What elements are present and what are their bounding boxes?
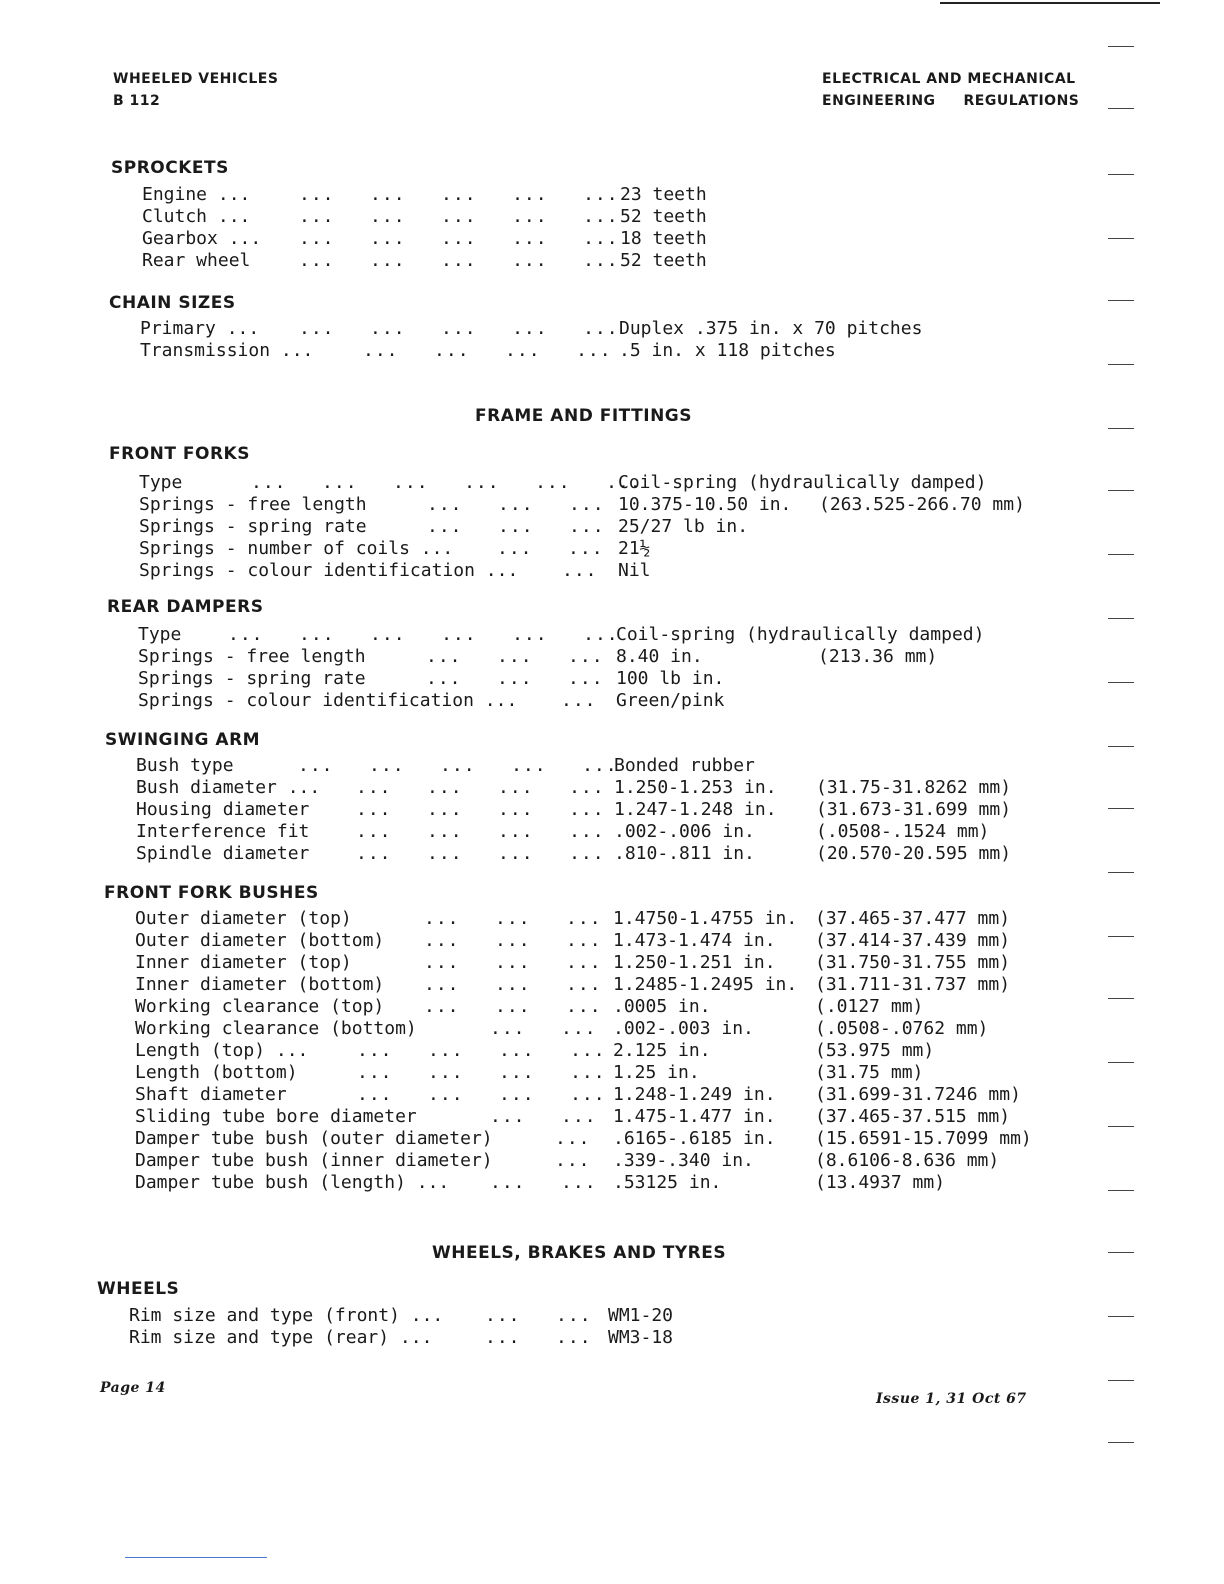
document-number: B 112: [113, 93, 161, 109]
regulations-line-1: ELECTRICAL AND MECHANICAL: [822, 71, 1076, 87]
document-reference: [113, 68, 278, 112]
regulations-line-2: ENGINEERING REGULATIONS: [822, 93, 1080, 109]
section-title-sprockets: SPROCKETS: [111, 158, 229, 178]
heading-wheels-brakes-tyres: WHEELS, BRAKES AND TYRES: [432, 1243, 727, 1263]
regulations-title: [822, 68, 1079, 112]
page-number: Page 14: [100, 1380, 166, 1396]
section-title-swinging-arm: SWINGING ARM: [105, 730, 261, 750]
section-title-chain-sizes: CHAIN SIZES: [109, 293, 236, 313]
section-title-front-fork-bushes: FRONT FORK BUSHES: [104, 883, 319, 903]
bottom-edge-rule: [125, 1557, 267, 1558]
issue-date: Issue 1, 31 Oct 67: [876, 1391, 1027, 1407]
heading-frame-and-fittings: FRAME AND FITTINGS: [475, 406, 692, 426]
section-title-wheels: WHEELS: [97, 1279, 180, 1299]
margin-ticks: [1108, 40, 1138, 1460]
top-edge-rule: [940, 2, 1160, 4]
section-title-front-forks: FRONT FORKS: [109, 444, 250, 464]
vehicle-category: WHEELED VEHICLES: [113, 71, 279, 87]
section-title-rear-dampers: REAR DAMPERS: [107, 597, 264, 617]
